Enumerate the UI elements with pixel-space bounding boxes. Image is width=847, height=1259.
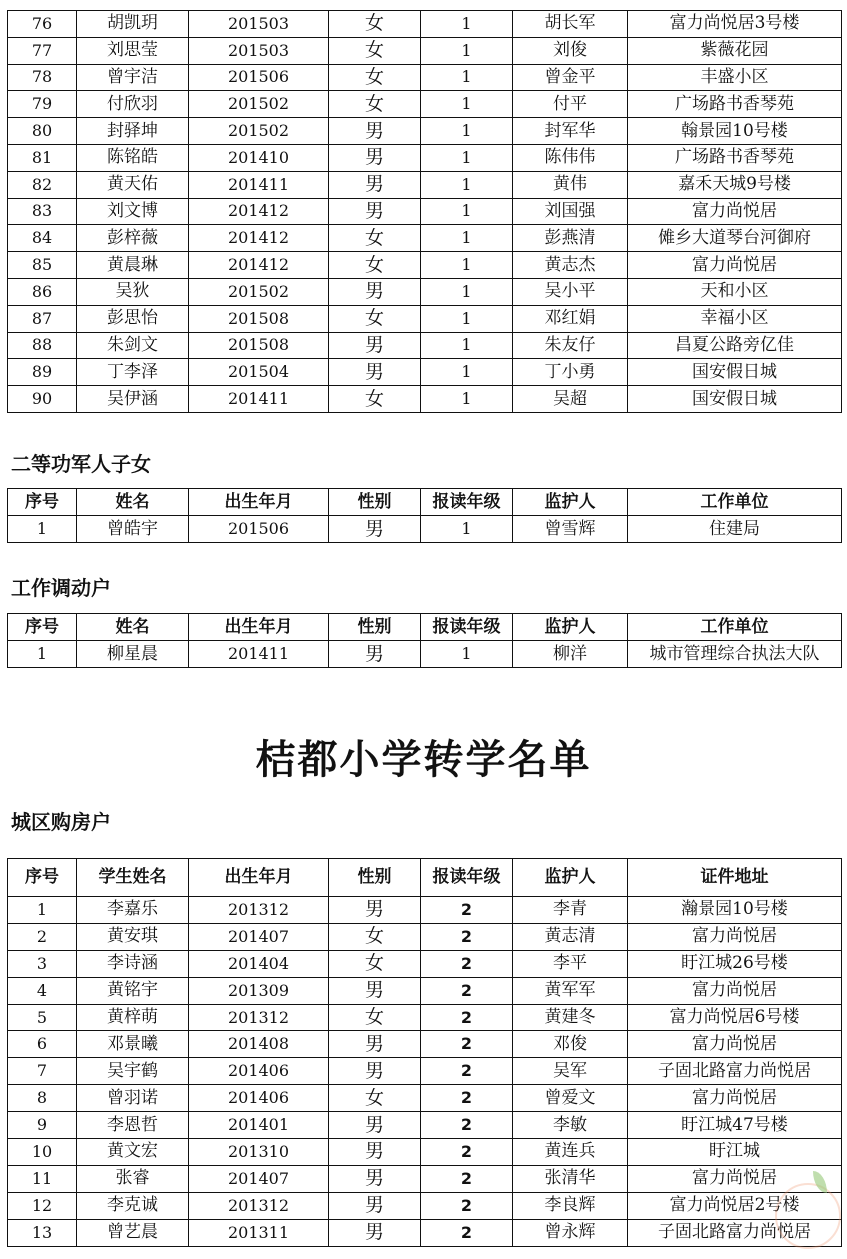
cell-grade: 1 bbox=[421, 359, 513, 386]
table-header-row bbox=[8, 489, 842, 516]
cell-name: 曾皓宇 bbox=[77, 516, 189, 543]
cell-name: 吴宇鹤 bbox=[77, 1058, 189, 1085]
watermark-logo bbox=[775, 1183, 841, 1249]
cell-gender: 男 bbox=[329, 977, 421, 1004]
cell-grade: 2 bbox=[421, 1192, 513, 1219]
table-row bbox=[8, 118, 842, 145]
cell-grade: 1 bbox=[421, 225, 513, 252]
cell-gender: 男 bbox=[329, 516, 421, 543]
cell-index: 6 bbox=[8, 1031, 77, 1058]
cell-gender: 男 bbox=[329, 278, 421, 305]
cell-name: 黄铭宇 bbox=[77, 977, 189, 1004]
cell-name: 刘文博 bbox=[77, 198, 189, 225]
cell-address: 富力尚悦居 bbox=[628, 1031, 842, 1058]
table-row bbox=[8, 359, 842, 386]
cell-birth: 201312 bbox=[189, 1004, 329, 1031]
cell-gender: 男 bbox=[329, 359, 421, 386]
table-row bbox=[8, 516, 842, 543]
cell-grade: 1 bbox=[421, 91, 513, 118]
cell-index: 1 bbox=[8, 897, 77, 924]
cell-birth: 201406 bbox=[189, 1085, 329, 1112]
cell-guardian: 彭燕清 bbox=[513, 225, 628, 252]
column-header: 序号 bbox=[8, 489, 77, 516]
cell-name: 黄安琪 bbox=[77, 923, 189, 950]
cell-guardian: 黄志清 bbox=[513, 923, 628, 950]
cell-gender: 男 bbox=[329, 641, 421, 668]
cell-birth: 201411 bbox=[189, 386, 329, 413]
cell-guardian: 黄建冬 bbox=[513, 1004, 628, 1031]
cell-guardian: 吴超 bbox=[513, 386, 628, 413]
cell-guardian: 张清华 bbox=[513, 1165, 628, 1192]
cell-name: 刘思莹 bbox=[77, 37, 189, 64]
cell-name: 封驿坤 bbox=[77, 118, 189, 145]
cell-guardian: 丁小勇 bbox=[513, 359, 628, 386]
cell-index: 7 bbox=[8, 1058, 77, 1085]
cell-name: 李克诚 bbox=[77, 1192, 189, 1219]
cell-index: 88 bbox=[8, 332, 77, 359]
table-row bbox=[8, 37, 842, 64]
cell-index: 8 bbox=[8, 1085, 77, 1112]
cell-name: 丁李泽 bbox=[77, 359, 189, 386]
cell-birth: 201406 bbox=[189, 1058, 329, 1085]
home-buyer-table-body bbox=[8, 897, 842, 1247]
table-row bbox=[8, 91, 842, 118]
column-header: 出生年月 bbox=[189, 614, 329, 641]
cell-name: 曾艺晨 bbox=[77, 1219, 189, 1246]
cell-guardian: 封军华 bbox=[513, 118, 628, 145]
table-row bbox=[8, 198, 842, 225]
cell-gender: 女 bbox=[329, 950, 421, 977]
cell-guardian: 陈伟伟 bbox=[513, 144, 628, 171]
cell-grade: 1 bbox=[421, 252, 513, 279]
military-family-table bbox=[7, 488, 842, 543]
cell-birth: 201502 bbox=[189, 118, 329, 145]
cell-guardian: 黄军军 bbox=[513, 977, 628, 1004]
cell-grade: 2 bbox=[421, 1139, 513, 1166]
cell-guardian: 邓俊 bbox=[513, 1031, 628, 1058]
cell-grade: 1 bbox=[421, 332, 513, 359]
work-transfer-table-body bbox=[8, 641, 842, 668]
cell-guardian: 刘国强 bbox=[513, 198, 628, 225]
cell-grade: 1 bbox=[421, 171, 513, 198]
cell-address: 富力尚悦居3号楼 bbox=[628, 11, 842, 38]
cell-gender: 男 bbox=[329, 1192, 421, 1219]
cell-address: 昌夏公路旁亿佳 bbox=[628, 332, 842, 359]
cell-name: 黄天佑 bbox=[77, 171, 189, 198]
cell-guardian: 胡长军 bbox=[513, 11, 628, 38]
cell-gender: 女 bbox=[329, 64, 421, 91]
cell-index: 12 bbox=[8, 1192, 77, 1219]
cell-birth: 201412 bbox=[189, 198, 329, 225]
cell-guardian: 李青 bbox=[513, 897, 628, 924]
cell-name: 付欣羽 bbox=[77, 91, 189, 118]
cell-index: 5 bbox=[8, 1004, 77, 1031]
cell-address: 嘉禾天城9号楼 bbox=[628, 171, 842, 198]
cell-gender: 女 bbox=[329, 923, 421, 950]
cell-guardian: 黄伟 bbox=[513, 171, 628, 198]
cell-gender: 女 bbox=[329, 225, 421, 252]
work-transfer-section-heading: 工作调动户 bbox=[11, 576, 111, 600]
military-section-heading: 二等功军人子女 bbox=[11, 452, 151, 476]
cell-grade: 2 bbox=[421, 1165, 513, 1192]
table-row bbox=[8, 950, 842, 977]
cell-address: 富力尚悦居 bbox=[628, 977, 842, 1004]
cell-grade: 1 bbox=[421, 305, 513, 332]
cell-address: 富力尚悦居2号楼 bbox=[628, 1192, 842, 1219]
cell-name: 柳星晨 bbox=[77, 641, 189, 668]
cell-gender: 女 bbox=[329, 386, 421, 413]
cell-gender: 男 bbox=[329, 1112, 421, 1139]
table-row bbox=[8, 1031, 842, 1058]
cell-grade: 2 bbox=[421, 1085, 513, 1112]
cell-grade: 2 bbox=[421, 1112, 513, 1139]
cell-grade: 2 bbox=[421, 1219, 513, 1246]
table-row bbox=[8, 64, 842, 91]
cell-address: 子固北路富力尚悦居 bbox=[628, 1219, 842, 1246]
cell-gender: 女 bbox=[329, 1004, 421, 1031]
cell-address: 子固北路富力尚悦居 bbox=[628, 1058, 842, 1085]
cell-index: 2 bbox=[8, 923, 77, 950]
cell-address: 富力尚悦居 bbox=[628, 1165, 842, 1192]
cell-birth: 201503 bbox=[189, 11, 329, 38]
cell-grade: 2 bbox=[421, 977, 513, 1004]
cell-gender: 女 bbox=[329, 11, 421, 38]
cell-index: 1 bbox=[8, 641, 77, 668]
cell-birth: 201504 bbox=[189, 359, 329, 386]
cell-index: 77 bbox=[8, 37, 77, 64]
cell-address: 国安假日城 bbox=[628, 386, 842, 413]
house-section-heading: 城区购房户 bbox=[11, 810, 111, 834]
cell-birth: 201311 bbox=[189, 1219, 329, 1246]
cell-gender: 女 bbox=[329, 37, 421, 64]
cell-index: 79 bbox=[8, 91, 77, 118]
cell-index: 89 bbox=[8, 359, 77, 386]
cell-address: 天和小区 bbox=[628, 278, 842, 305]
cell-index: 10 bbox=[8, 1139, 77, 1166]
column-header: 出生年月 bbox=[189, 489, 329, 516]
cell-birth: 201407 bbox=[189, 923, 329, 950]
cell-gender: 男 bbox=[329, 332, 421, 359]
cell-name: 彭梓薇 bbox=[77, 225, 189, 252]
military-table-body bbox=[8, 516, 842, 543]
cell-grade: 2 bbox=[421, 923, 513, 950]
cell-birth: 201411 bbox=[189, 641, 329, 668]
cell-index: 81 bbox=[8, 144, 77, 171]
cell-guardian: 黄连兵 bbox=[513, 1139, 628, 1166]
cell-grade: 1 bbox=[421, 37, 513, 64]
cell-guardian: 李敏 bbox=[513, 1112, 628, 1139]
column-header: 出生年月 bbox=[189, 859, 329, 897]
cell-grade: 2 bbox=[421, 950, 513, 977]
cell-name: 曾宇洁 bbox=[77, 64, 189, 91]
cell-guardian: 曾金平 bbox=[513, 64, 628, 91]
home-buyer-table bbox=[7, 858, 842, 1247]
table-row bbox=[8, 386, 842, 413]
column-header: 工作单位 bbox=[628, 489, 842, 516]
cell-birth: 201506 bbox=[189, 64, 329, 91]
cell-index: 84 bbox=[8, 225, 77, 252]
table-row bbox=[8, 1219, 842, 1246]
table-row bbox=[8, 144, 842, 171]
table-row bbox=[8, 1139, 842, 1166]
column-header: 性别 bbox=[329, 614, 421, 641]
column-header: 姓名 bbox=[77, 489, 189, 516]
cell-guardian: 刘俊 bbox=[513, 37, 628, 64]
cell-birth: 201502 bbox=[189, 91, 329, 118]
column-header: 证件地址 bbox=[628, 859, 842, 897]
cell-birth: 201410 bbox=[189, 144, 329, 171]
cell-address: 盱江城26号楼 bbox=[628, 950, 842, 977]
cell-gender: 女 bbox=[329, 1085, 421, 1112]
cell-guardian: 李良辉 bbox=[513, 1192, 628, 1219]
cell-address: 广场路书香琴苑 bbox=[628, 144, 842, 171]
cell-grade: 2 bbox=[421, 1004, 513, 1031]
table-row bbox=[8, 252, 842, 279]
table-header-row bbox=[8, 859, 842, 897]
table-row bbox=[8, 171, 842, 198]
cell-name: 黄梓萌 bbox=[77, 1004, 189, 1031]
table-row bbox=[8, 977, 842, 1004]
column-header: 报读年级 bbox=[421, 489, 513, 516]
cell-guardian: 曾爱文 bbox=[513, 1085, 628, 1112]
cell-index: 4 bbox=[8, 977, 77, 1004]
cell-name: 胡凯玥 bbox=[77, 11, 189, 38]
table-row bbox=[8, 1085, 842, 1112]
cell-grade: 1 bbox=[421, 118, 513, 145]
table-row bbox=[8, 278, 842, 305]
table-row bbox=[8, 923, 842, 950]
column-header: 序号 bbox=[8, 859, 77, 897]
table-row bbox=[8, 332, 842, 359]
page-title: 桔都小学转学名单 bbox=[255, 737, 592, 783]
cell-name: 曾羽诺 bbox=[77, 1085, 189, 1112]
cell-address: 富力尚悦居 bbox=[628, 1085, 842, 1112]
table-row bbox=[8, 305, 842, 332]
cell-address: 广场路书香琴苑 bbox=[628, 91, 842, 118]
cell-grade: 1 bbox=[421, 198, 513, 225]
cell-index: 90 bbox=[8, 386, 77, 413]
cell-address: 富力尚悦居 bbox=[628, 198, 842, 225]
cell-guardian: 柳洋 bbox=[513, 641, 628, 668]
cell-index: 80 bbox=[8, 118, 77, 145]
column-header: 报读年级 bbox=[421, 614, 513, 641]
cell-grade: 1 bbox=[421, 11, 513, 38]
column-header: 监护人 bbox=[513, 489, 628, 516]
cell-index: 78 bbox=[8, 64, 77, 91]
cell-birth: 201408 bbox=[189, 1031, 329, 1058]
column-header: 姓名 bbox=[77, 614, 189, 641]
cell-guardian: 李平 bbox=[513, 950, 628, 977]
cell-guardian: 黄志杰 bbox=[513, 252, 628, 279]
table-row bbox=[8, 225, 842, 252]
cell-guardian: 邓红娟 bbox=[513, 305, 628, 332]
cell-gender: 男 bbox=[329, 144, 421, 171]
cell-birth: 201506 bbox=[189, 516, 329, 543]
cell-name: 李恩哲 bbox=[77, 1112, 189, 1139]
cell-gender: 男 bbox=[329, 1058, 421, 1085]
cell-index: 85 bbox=[8, 252, 77, 279]
cell-address: 瀚景园10号楼 bbox=[628, 897, 842, 924]
cell-index: 11 bbox=[8, 1165, 77, 1192]
cell-address: 城市管理综合执法大队 bbox=[628, 641, 842, 668]
table-row bbox=[8, 1058, 842, 1085]
column-header: 序号 bbox=[8, 614, 77, 641]
cell-birth: 201508 bbox=[189, 305, 329, 332]
cell-grade: 1 bbox=[421, 516, 513, 543]
cell-name: 张睿 bbox=[77, 1165, 189, 1192]
cell-guardian: 吴军 bbox=[513, 1058, 628, 1085]
cell-gender: 男 bbox=[329, 118, 421, 145]
cell-address: 翰景园10号楼 bbox=[628, 118, 842, 145]
column-header: 学生姓名 bbox=[77, 859, 189, 897]
cell-index: 87 bbox=[8, 305, 77, 332]
cell-birth: 201412 bbox=[189, 252, 329, 279]
cell-gender: 女 bbox=[329, 91, 421, 118]
table-row bbox=[8, 897, 842, 924]
cell-gender: 男 bbox=[329, 198, 421, 225]
cell-grade: 1 bbox=[421, 386, 513, 413]
cell-index: 3 bbox=[8, 950, 77, 977]
cell-grade: 2 bbox=[421, 897, 513, 924]
column-header: 报读年级 bbox=[421, 859, 513, 897]
cell-gender: 男 bbox=[329, 171, 421, 198]
cell-name: 陈铭皓 bbox=[77, 144, 189, 171]
cell-address: 傩乡大道琴台河御府 bbox=[628, 225, 842, 252]
continued-student-table bbox=[7, 10, 842, 413]
cell-gender: 男 bbox=[329, 1139, 421, 1166]
cell-birth: 201312 bbox=[189, 1192, 329, 1219]
cell-name: 黄晨琳 bbox=[77, 252, 189, 279]
cell-name: 李嘉乐 bbox=[77, 897, 189, 924]
cell-guardian: 朱友仔 bbox=[513, 332, 628, 359]
cell-grade: 1 bbox=[421, 144, 513, 171]
cell-guardian: 曾永辉 bbox=[513, 1219, 628, 1246]
cell-address: 住建局 bbox=[628, 516, 842, 543]
cell-birth: 201508 bbox=[189, 332, 329, 359]
cell-birth: 201401 bbox=[189, 1112, 329, 1139]
cell-birth: 201312 bbox=[189, 897, 329, 924]
cell-guardian: 吴小平 bbox=[513, 278, 628, 305]
cell-birth: 201407 bbox=[189, 1165, 329, 1192]
cell-address: 国安假日城 bbox=[628, 359, 842, 386]
table-row bbox=[8, 1192, 842, 1219]
cell-guardian: 付平 bbox=[513, 91, 628, 118]
cell-index: 76 bbox=[8, 11, 77, 38]
cell-birth: 201309 bbox=[189, 977, 329, 1004]
table-row bbox=[8, 11, 842, 38]
cell-index: 86 bbox=[8, 278, 77, 305]
cell-birth: 201404 bbox=[189, 950, 329, 977]
cell-address: 盱江城 bbox=[628, 1139, 842, 1166]
cell-gender: 女 bbox=[329, 252, 421, 279]
cell-grade: 1 bbox=[421, 641, 513, 668]
cell-name: 李诗涵 bbox=[77, 950, 189, 977]
work-transfer-table bbox=[7, 613, 842, 668]
cell-index: 13 bbox=[8, 1219, 77, 1246]
cell-birth: 201412 bbox=[189, 225, 329, 252]
cell-birth: 201310 bbox=[189, 1139, 329, 1166]
cell-address: 富力尚悦居 bbox=[628, 252, 842, 279]
cell-address: 富力尚悦居6号楼 bbox=[628, 1004, 842, 1031]
cell-name: 朱剑文 bbox=[77, 332, 189, 359]
column-header: 监护人 bbox=[513, 859, 628, 897]
cell-grade: 2 bbox=[421, 1058, 513, 1085]
cell-address: 紫薇花园 bbox=[628, 37, 842, 64]
cell-index: 83 bbox=[8, 198, 77, 225]
cell-name: 吴伊涵 bbox=[77, 386, 189, 413]
column-header: 性别 bbox=[329, 859, 421, 897]
cell-gender: 男 bbox=[329, 1031, 421, 1058]
cell-index: 82 bbox=[8, 171, 77, 198]
continued-table-body bbox=[8, 11, 842, 413]
cell-name: 黄文宏 bbox=[77, 1139, 189, 1166]
cell-grade: 2 bbox=[421, 1031, 513, 1058]
cell-name: 邓景曦 bbox=[77, 1031, 189, 1058]
cell-guardian: 曾雪辉 bbox=[513, 516, 628, 543]
cell-gender: 男 bbox=[329, 1165, 421, 1192]
cell-index: 1 bbox=[8, 516, 77, 543]
cell-birth: 201411 bbox=[189, 171, 329, 198]
table-row bbox=[8, 1112, 842, 1139]
cell-gender: 男 bbox=[329, 897, 421, 924]
cell-birth: 201502 bbox=[189, 278, 329, 305]
cell-address: 丰盛小区 bbox=[628, 64, 842, 91]
column-header: 监护人 bbox=[513, 614, 628, 641]
cell-address: 幸福小区 bbox=[628, 305, 842, 332]
column-header: 性别 bbox=[329, 489, 421, 516]
cell-address: 富力尚悦居 bbox=[628, 923, 842, 950]
cell-birth: 201503 bbox=[189, 37, 329, 64]
cell-name: 彭思怡 bbox=[77, 305, 189, 332]
cell-index: 9 bbox=[8, 1112, 77, 1139]
column-header: 工作单位 bbox=[628, 614, 842, 641]
cell-address: 盱江城47号楼 bbox=[628, 1112, 842, 1139]
table-header-row bbox=[8, 614, 842, 641]
cell-grade: 1 bbox=[421, 64, 513, 91]
cell-gender: 女 bbox=[329, 305, 421, 332]
cell-name: 吴狄 bbox=[77, 278, 189, 305]
table-row bbox=[8, 1165, 842, 1192]
cell-grade: 1 bbox=[421, 278, 513, 305]
table-row bbox=[8, 1004, 842, 1031]
table-row bbox=[8, 641, 842, 668]
cell-gender: 男 bbox=[329, 1219, 421, 1246]
